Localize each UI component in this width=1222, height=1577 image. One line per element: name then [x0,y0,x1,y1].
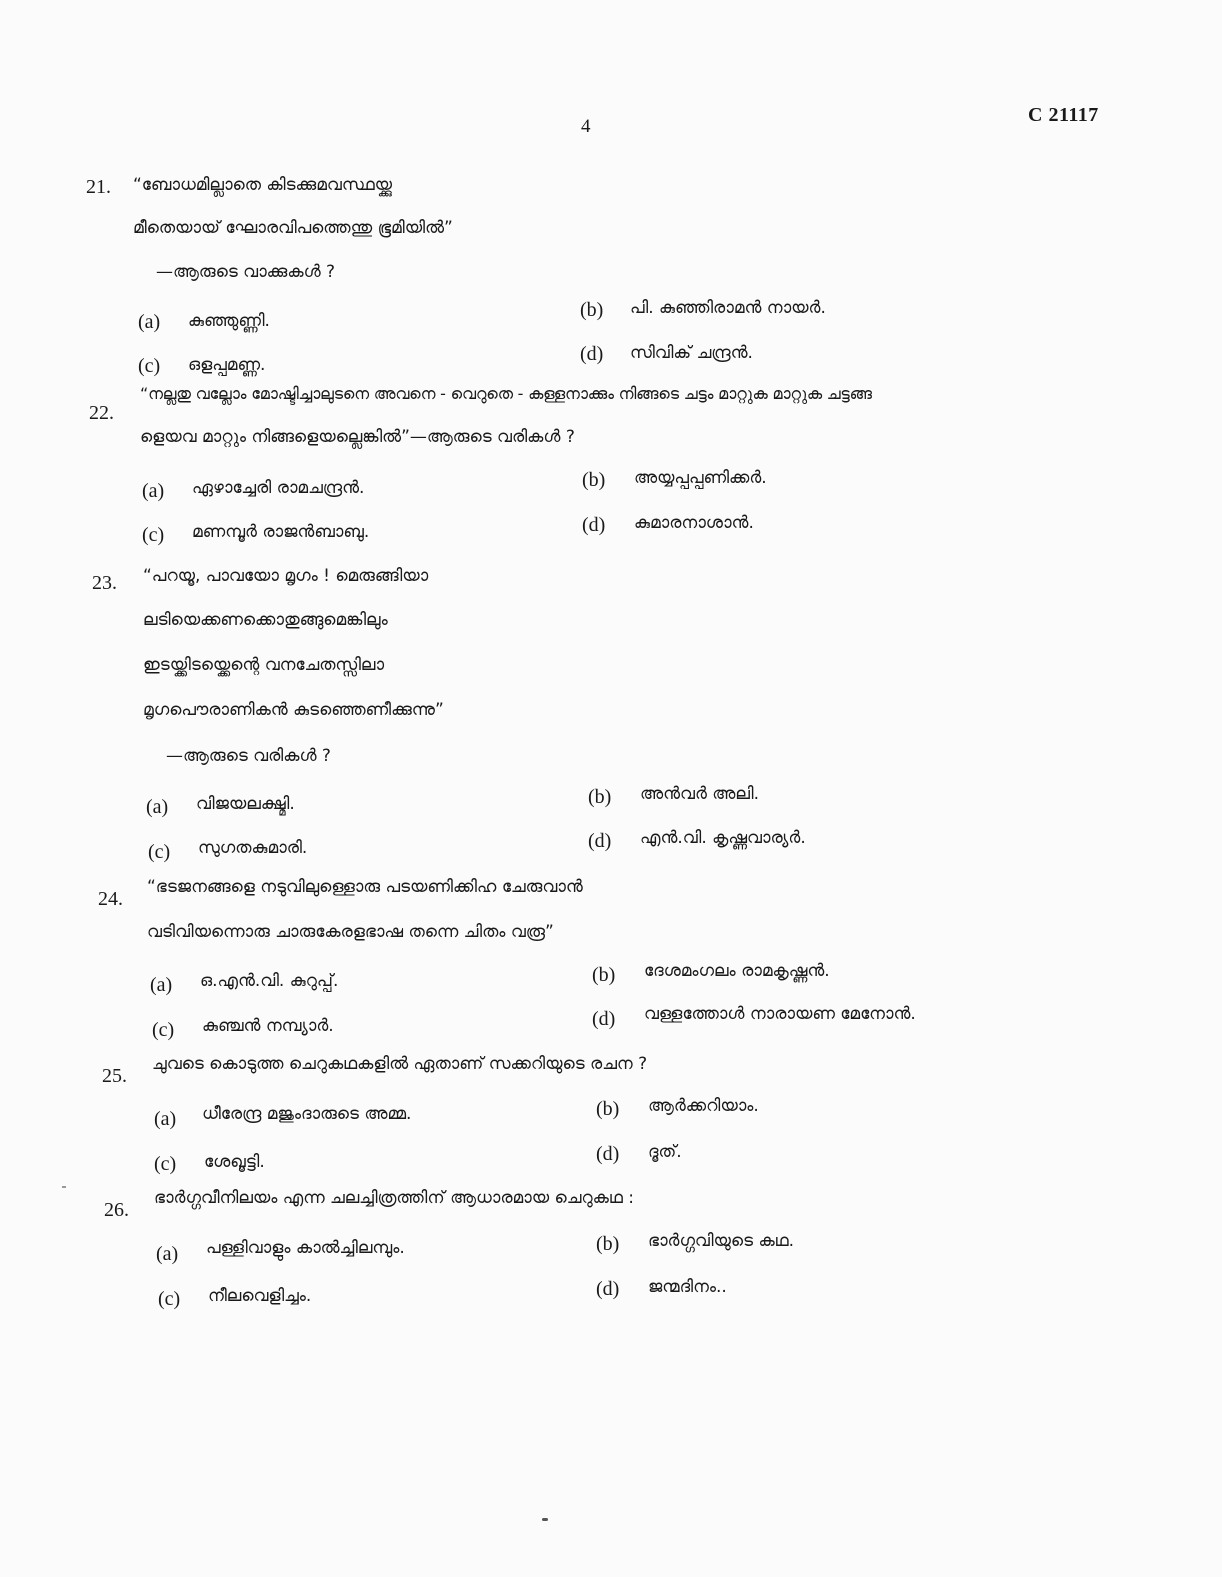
option-text: ആർക്കറിയാം. [648,1096,759,1116]
paper-code: C 21117 [1028,104,1099,126]
question-line: ചുവടെ കൊടുത്ത ചെറുകഥകളിൽ ഏതാണ് സക്കറിയുടെ രചന ? [152,1054,648,1074]
scan-speck [62,1186,66,1188]
option-text: ഒ.എൻ.വി. കുറുപ്പ്. [200,971,339,991]
option-text: പി. കുഞ്ഞിരാമൻ നായർ. [630,298,826,318]
question-line: ഇടയ്ക്കിടയ്ക്കെന്റെ വനചേതസ്സിലാ [143,655,385,675]
option-text: അൻവർ അലി. [640,784,759,804]
question-line: “ബോധമില്ലാതെ കിടക്കുമവസ്ഥയ്ക്കു [133,175,393,195]
scan-mark [542,1518,548,1521]
option-label: (c) [142,524,165,546]
option-label: (a) [138,311,161,333]
question-line: “പറയൂ, പാവയോ മൃഗം ! മെരുങ്ങിയാ [143,566,429,586]
option-text: സുഗതകുമാരി. [198,838,308,858]
option-text: കുമാരനാശാൻ. [634,513,754,533]
option-text: സിവിക് ചന്ദ്രൻ. [630,343,753,363]
option-label: (b) [592,964,616,986]
option-label: (c) [138,355,161,377]
option-text: ഭാർഗ്ഗവിയുടെ കഥ. [648,1231,795,1251]
option-label: (a) [156,1243,179,1265]
option-label: (c) [158,1288,181,1310]
option-text: ജന്മദിനം.. [648,1277,727,1297]
question-line: —ആരുടെ വാക്കുകൾ ? [156,262,336,282]
option-text: എൻ.വി. കൃഷ്ണവാര്യർ. [640,828,806,848]
option-label: (d) [596,1143,620,1165]
option-label: (c) [154,1153,177,1175]
option-label: (b) [580,299,604,321]
option-text: ധീരേന്ദ്ര മജുംദാരുടെ അമ്മ. [202,1104,412,1124]
page-number: 4 [581,116,591,137]
option-label: (b) [582,469,606,491]
option-label: (d) [596,1278,620,1300]
option-label: (a) [142,480,165,502]
option-text: കുഞ്ചൻ നമ്പ്യാർ. [202,1016,334,1036]
option-label: (d) [582,514,606,536]
question-number: 25. [102,1065,127,1087]
option-text: അയ്യപ്പപ്പണിക്കർ. [634,468,767,488]
question-line: “നല്ലതു വല്ലോം മോഷ്ടിച്ചാലുടനെ അവനെ - വെറുതെ - കള്ളനാക്കും നിങ്ങടെ ചട്ടം മാറ്റുക മാറ്റുക ചട്ടങ്ങ [140,384,872,403]
option-text: ഒളപ്പമണ്ണ. [188,355,266,375]
option-label: (c) [152,1019,175,1041]
option-label: (b) [588,786,612,808]
option-label: (b) [596,1098,620,1120]
option-text: ദേശമംഗലം രാമകൃഷ്ണൻ. [644,961,830,981]
option-label: (c) [148,841,171,863]
question-line: “ഭടജനങ്ങളെ നടുവിലുള്ളൊരു പടയണിക്കിഹ ചേരുവാൻ [147,877,583,897]
question-number: 22. [89,402,114,424]
option-text: വള്ളത്തോൾ നാരായണ മേനോൻ. [644,1004,916,1024]
option-label: (a) [146,796,169,818]
question-line: ലടിയെക്കണക്കൊതുങ്ങുമെങ്കിലും [143,610,388,630]
question-number: 24. [98,888,123,910]
question-line: ളെയവ മാറ്റും നിങ്ങളെയല്ലെങ്കിൽ”—ആരുടെ വരികൾ ? [140,427,575,447]
option-text: വിജയലക്ഷ്മി. [196,794,295,814]
option-label: (b) [596,1233,620,1255]
option-text: മണമ്പൂർ രാജൻബാബു. [192,522,370,542]
option-label: (d) [592,1008,616,1030]
question-line: —ആരുടെ വരികൾ ? [166,746,331,766]
option-text: ദൂത്. [648,1142,682,1162]
question-line: മൃഗപൌരാണികൻ കുടഞ്ഞെണീക്കുന്നു” [143,700,444,720]
option-text: പള്ളിവാളും കാൽച്ചിലമ്പും. [206,1238,405,1258]
question-line: ഭാർഗ്ഗവീനിലയം എന്ന ചലച്ചിത്രത്തിന് ആധാരമായ ചെറുകഥ : [154,1188,634,1208]
option-label: (a) [154,1108,177,1130]
question-number: 23. [92,572,117,594]
question-number: 21. [86,176,111,198]
option-text: ഏഴാച്ചേരി രാമചന്ദ്രൻ. [192,478,365,498]
option-text: നീലവെളിച്ചം. [208,1286,312,1306]
question-number: 26. [104,1199,129,1221]
option-label: (d) [588,830,612,852]
option-text: ശേഖൂട്ടി. [204,1152,265,1172]
option-label: (a) [150,974,173,996]
option-text: കുഞ്ഞുണ്ണി. [188,311,270,331]
question-line: മീതെയായ് ഘോരവിപത്തെന്തു ഭൂമിയിൽ” [133,218,453,238]
question-line: വടിവിയന്നൊരു ചാരുകേരളഭാഷ തന്നെ ചിതം വരൂ” [147,922,554,942]
option-label: (d) [580,343,604,365]
